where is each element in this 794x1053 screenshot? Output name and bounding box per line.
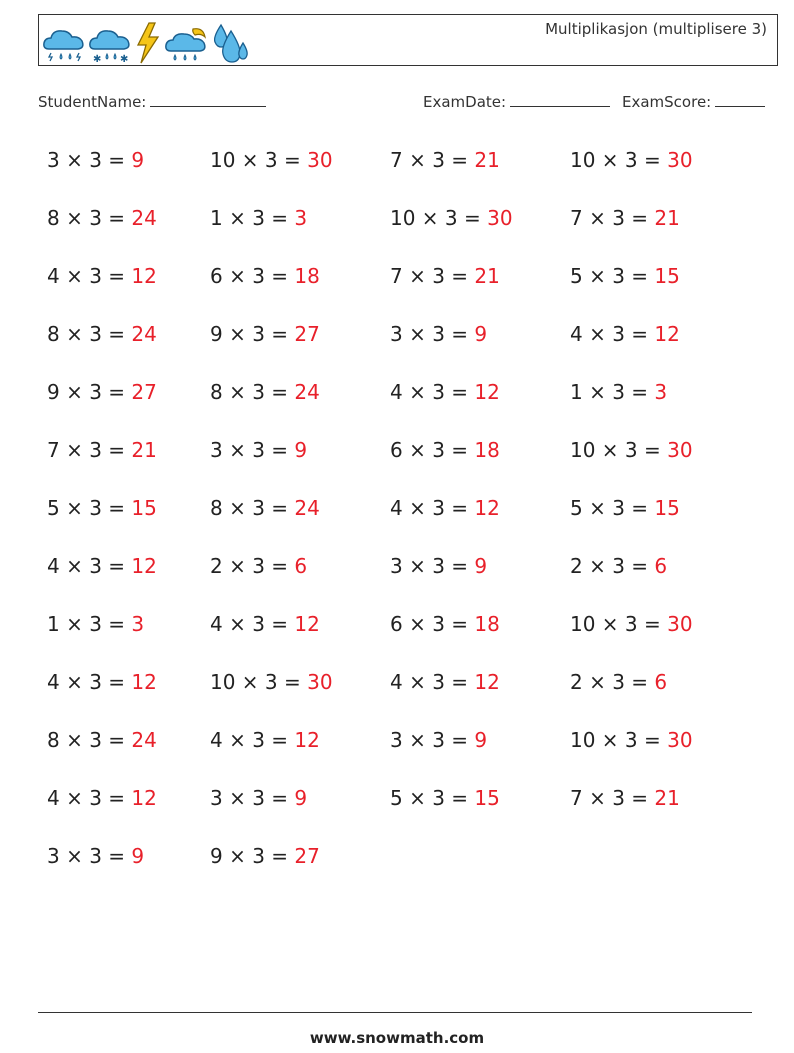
problem-answer: 3 xyxy=(131,612,145,636)
problem-answer: 12 xyxy=(294,728,320,752)
problem-question: 10 × 3 = xyxy=(570,612,668,636)
problem-answer: 12 xyxy=(474,380,500,404)
problem-item xyxy=(47,786,157,810)
problem-answer: 30 xyxy=(667,148,693,172)
problem-question: 10 × 3 = xyxy=(570,438,668,462)
exam-score-field xyxy=(622,93,765,111)
problem-question: 7 × 3 = xyxy=(570,206,655,230)
problem-question: 3 × 3 = xyxy=(390,322,475,346)
night-rain-cloud-icon xyxy=(163,25,211,65)
problem-question: 7 × 3 = xyxy=(570,786,655,810)
problem-answer: 9 xyxy=(474,554,488,578)
problem-item xyxy=(210,728,320,752)
problem-answer: 9 xyxy=(131,148,145,172)
problem-item xyxy=(47,612,144,636)
water-drops-icon xyxy=(211,21,251,65)
problem-question: 6 × 3 = xyxy=(390,438,475,462)
problem-item xyxy=(570,148,693,172)
problem-answer: 3 xyxy=(654,380,668,404)
problem-question: 1 × 3 = xyxy=(47,612,132,636)
problem-question: 4 × 3 = xyxy=(47,786,132,810)
problem-item xyxy=(570,786,680,810)
problem-question: 4 × 3 = xyxy=(47,670,132,694)
problem-item xyxy=(390,786,500,810)
problem-answer: 24 xyxy=(131,206,157,230)
problem-item xyxy=(390,496,500,520)
problem-question: 5 × 3 = xyxy=(570,496,655,520)
problem-item xyxy=(47,148,144,172)
problem-item xyxy=(210,322,320,346)
problem-question: 4 × 3 = xyxy=(47,264,132,288)
problem-answer: 9 xyxy=(294,786,308,810)
problem-answer: 24 xyxy=(131,728,157,752)
exam-date-label: ExamDate: xyxy=(423,93,507,111)
problem-item xyxy=(47,728,157,752)
problem-question: 6 × 3 = xyxy=(210,264,295,288)
problem-item xyxy=(570,438,693,462)
problem-answer: 6 xyxy=(294,554,308,578)
problem-item xyxy=(390,554,487,578)
problem-item xyxy=(570,728,693,752)
problem-answer: 21 xyxy=(654,786,680,810)
problem-answer: 9 xyxy=(474,728,488,752)
problem-answer: 30 xyxy=(667,728,693,752)
problem-question: 4 × 3 = xyxy=(390,670,475,694)
problem-answer: 12 xyxy=(131,670,157,694)
problem-question: 4 × 3 = xyxy=(390,496,475,520)
problem-item xyxy=(210,264,320,288)
problem-question: 8 × 3 = xyxy=(47,322,132,346)
problem-answer: 27 xyxy=(294,322,320,346)
problem-question: 4 × 3 = xyxy=(210,612,295,636)
problem-answer: 15 xyxy=(474,786,500,810)
weather-icons xyxy=(41,19,251,65)
problem-item xyxy=(210,670,333,694)
problem-item xyxy=(47,380,157,404)
footer-divider xyxy=(38,1012,752,1013)
rain-thunder-cloud-icon xyxy=(41,25,87,65)
exam-date-field xyxy=(423,93,610,111)
problem-item xyxy=(210,206,307,230)
problem-question: 1 × 3 = xyxy=(570,380,655,404)
footer-site: www.snowmath.com xyxy=(309,1029,485,1047)
problem-item xyxy=(210,786,307,810)
worksheet-header xyxy=(38,14,778,66)
problem-item xyxy=(210,380,320,404)
problem-item xyxy=(390,670,500,694)
problem-answer: 24 xyxy=(131,322,157,346)
problem-question: 8 × 3 = xyxy=(47,728,132,752)
problem-question: 8 × 3 = xyxy=(47,206,132,230)
problem-answer: 30 xyxy=(487,206,513,230)
problem-item xyxy=(570,670,667,694)
problem-question: 4 × 3 = xyxy=(570,322,655,346)
student-name-label: StudentName: xyxy=(38,93,147,111)
problem-answer: 21 xyxy=(474,148,500,172)
problem-item xyxy=(210,438,307,462)
problem-answer: 6 xyxy=(654,554,668,578)
problem-question: 5 × 3 = xyxy=(390,786,475,810)
problem-answer: 12 xyxy=(474,496,500,520)
problem-item xyxy=(210,496,320,520)
problem-answer: 12 xyxy=(131,554,157,578)
problem-item xyxy=(47,438,157,462)
problem-question: 9 × 3 = xyxy=(210,322,295,346)
problem-item xyxy=(570,554,667,578)
problem-answer: 30 xyxy=(307,148,333,172)
problem-item xyxy=(210,148,333,172)
problem-answer: 24 xyxy=(294,496,320,520)
problem-question: 10 × 3 = xyxy=(210,670,308,694)
problem-question: 3 × 3 = xyxy=(47,148,132,172)
problem-answer: 9 xyxy=(131,844,145,868)
problem-answer: 3 xyxy=(294,206,308,230)
problem-item xyxy=(47,206,157,230)
problem-item xyxy=(390,264,500,288)
problem-question: 8 × 3 = xyxy=(210,380,295,404)
problem-question: 7 × 3 = xyxy=(390,148,475,172)
lightning-icon xyxy=(133,21,163,65)
problem-answer: 30 xyxy=(667,438,693,462)
problem-question: 3 × 3 = xyxy=(390,728,475,752)
problem-answer: 30 xyxy=(307,670,333,694)
problem-question: 2 × 3 = xyxy=(570,670,655,694)
problem-item xyxy=(390,612,500,636)
problem-question: 7 × 3 = xyxy=(47,438,132,462)
problem-answer: 15 xyxy=(131,496,157,520)
problem-question: 4 × 3 = xyxy=(210,728,295,752)
problem-question: 4 × 3 = xyxy=(47,554,132,578)
problem-answer: 12 xyxy=(654,322,680,346)
problem-question: 3 × 3 = xyxy=(210,786,295,810)
problem-question: 4 × 3 = xyxy=(390,380,475,404)
problem-answer: 18 xyxy=(294,264,320,288)
problem-answer: 18 xyxy=(474,612,500,636)
problem-answer: 21 xyxy=(474,264,500,288)
problem-answer: 27 xyxy=(294,844,320,868)
problem-question: 10 × 3 = xyxy=(390,206,488,230)
problem-answer: 21 xyxy=(654,206,680,230)
problem-item xyxy=(390,206,513,230)
problem-item xyxy=(390,728,487,752)
problem-answer: 6 xyxy=(654,670,668,694)
problem-question: 7 × 3 = xyxy=(390,264,475,288)
problem-answer: 12 xyxy=(131,786,157,810)
problem-question: 9 × 3 = xyxy=(210,844,295,868)
problem-answer: 27 xyxy=(131,380,157,404)
problem-question: 3 × 3 = xyxy=(47,844,132,868)
problem-question: 10 × 3 = xyxy=(570,728,668,752)
problem-answer: 9 xyxy=(474,322,488,346)
problem-question: 5 × 3 = xyxy=(570,264,655,288)
problem-item xyxy=(47,554,157,578)
exam-date-blank[interactable] xyxy=(510,94,610,107)
problem-item xyxy=(47,496,157,520)
problem-answer: 9 xyxy=(294,438,308,462)
problem-question: 10 × 3 = xyxy=(210,148,308,172)
problem-question: 1 × 3 = xyxy=(210,206,295,230)
problem-question: 2 × 3 = xyxy=(210,554,295,578)
worksheet-title: Multiplikasjon (multiplisere 3) xyxy=(545,20,767,38)
problem-item xyxy=(570,496,680,520)
problem-question: 6 × 3 = xyxy=(390,612,475,636)
snow-rain-cloud-icon xyxy=(87,25,133,65)
problem-answer: 12 xyxy=(294,612,320,636)
problem-item xyxy=(390,322,487,346)
exam-score-blank[interactable] xyxy=(715,94,765,107)
problem-item xyxy=(390,148,500,172)
problem-answer: 21 xyxy=(131,438,157,462)
problem-item xyxy=(47,322,157,346)
problem-item xyxy=(570,206,680,230)
problem-question: 10 × 3 = xyxy=(570,148,668,172)
problem-item xyxy=(210,844,320,868)
problem-question: 3 × 3 = xyxy=(210,438,295,462)
problem-item xyxy=(47,670,157,694)
student-name-field xyxy=(38,93,266,111)
svg-text:✱: ✱ xyxy=(93,54,102,65)
problem-item xyxy=(210,554,307,578)
problem-answer: 15 xyxy=(654,496,680,520)
problem-question: 9 × 3 = xyxy=(47,380,132,404)
problem-item xyxy=(47,264,157,288)
problem-item xyxy=(570,380,667,404)
problem-item xyxy=(570,264,680,288)
problem-question: 5 × 3 = xyxy=(47,496,132,520)
problem-answer: 12 xyxy=(131,264,157,288)
problem-answer: 15 xyxy=(654,264,680,288)
problem-question: 8 × 3 = xyxy=(210,496,295,520)
problem-question: 3 × 3 = xyxy=(390,554,475,578)
problem-answer: 18 xyxy=(474,438,500,462)
svg-text:✱: ✱ xyxy=(120,54,129,65)
problem-item xyxy=(570,322,680,346)
problem-item xyxy=(570,612,693,636)
problem-item xyxy=(390,380,500,404)
exam-score-label: ExamScore: xyxy=(622,93,712,111)
problem-answer: 24 xyxy=(294,380,320,404)
problem-item xyxy=(210,612,320,636)
problem-answer: 12 xyxy=(474,670,500,694)
problem-item xyxy=(390,438,500,462)
student-name-blank[interactable] xyxy=(150,94,266,107)
problem-answer: 30 xyxy=(667,612,693,636)
problem-item xyxy=(47,844,144,868)
problem-question: 2 × 3 = xyxy=(570,554,655,578)
